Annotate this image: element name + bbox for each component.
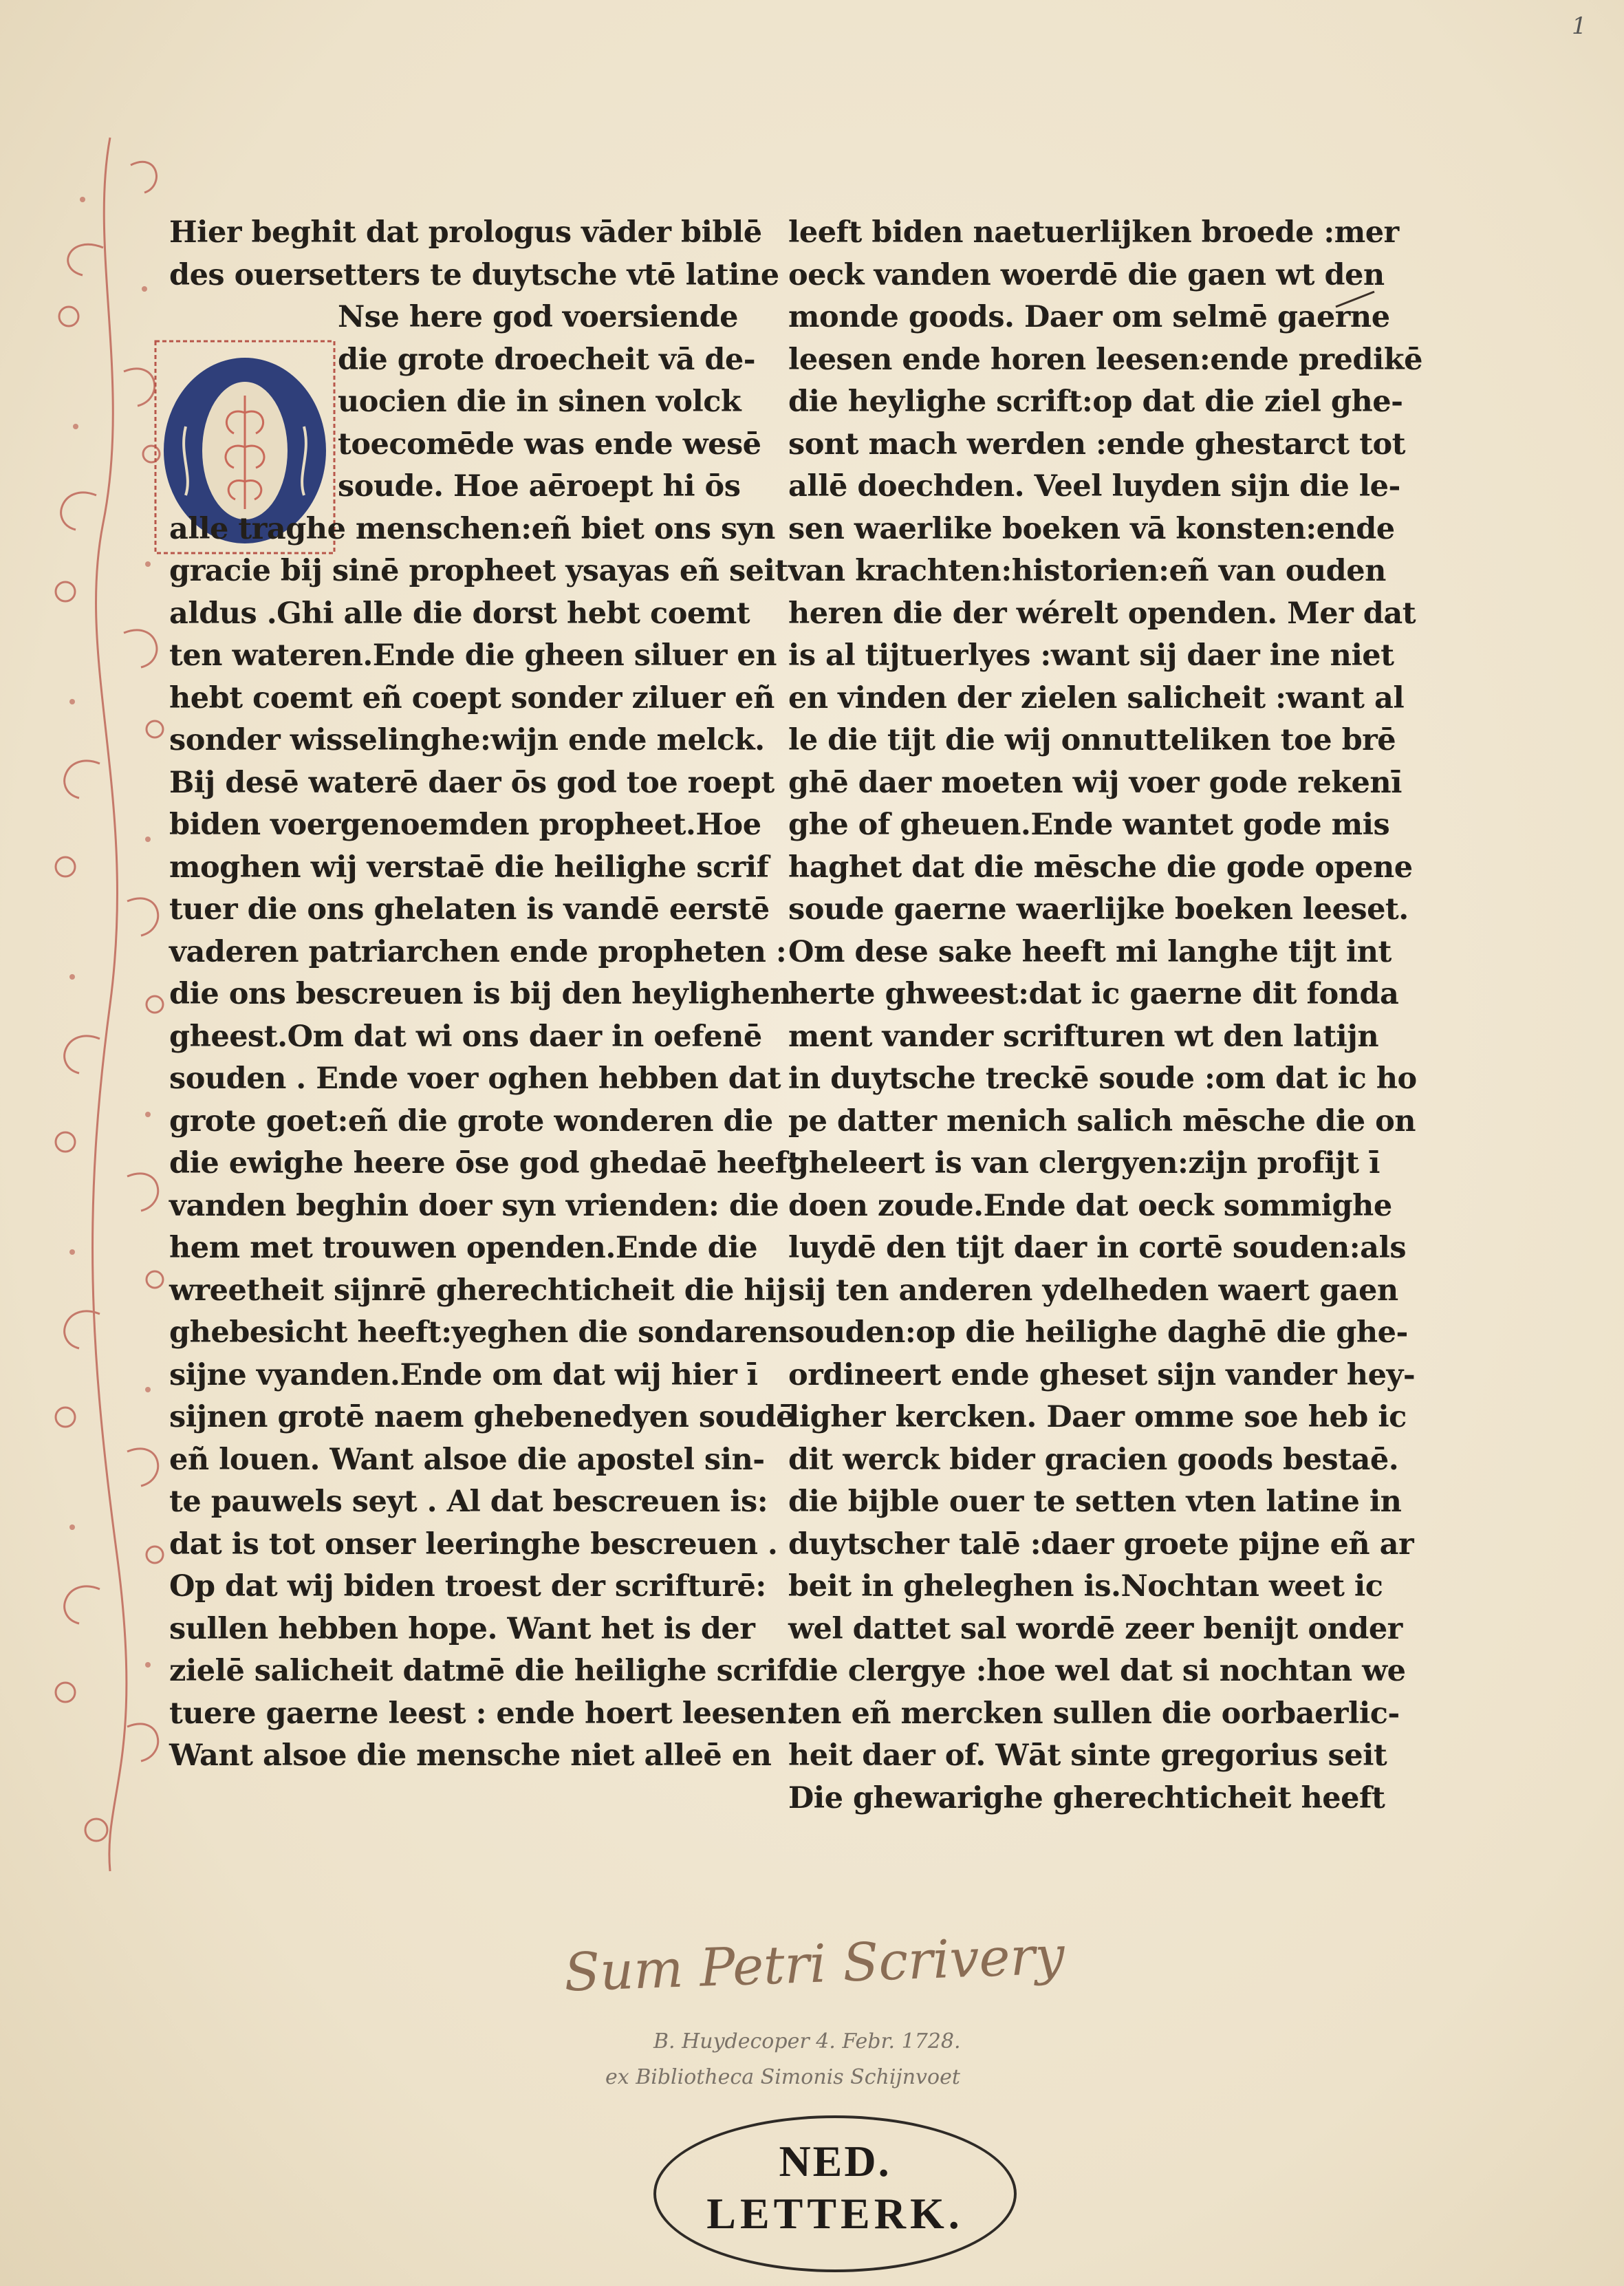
text-line: ten wateren.Ende die gheen siluer en bbox=[169, 638, 777, 673]
text-line: eñ louen. Want alsoe die apostel sin- bbox=[169, 1442, 765, 1477]
text-line: monde goods. Daer om selmē gaerne bbox=[788, 300, 1390, 334]
text-line: sonder wisselinghe:wijn ende melck. bbox=[169, 723, 765, 757]
text-line: ghebesicht heeft:yeghen die sondaren bbox=[169, 1315, 789, 1350]
text-line: souden:op die heilighe daghē die ghe- bbox=[788, 1315, 1408, 1350]
text-line: vaderen patriarchen ende propheten : bbox=[169, 934, 787, 969]
library-stamp bbox=[653, 2115, 1017, 2272]
stamp-line-2: LETTERK. bbox=[706, 2189, 964, 2238]
text-line: sijne vyanden.Ende om dat wij hier ī bbox=[169, 1357, 758, 1392]
text-line: heit daer of. Wāt sinte gregorius seit bbox=[788, 1738, 1387, 1773]
text-line: tuere gaerne leest : ende hoert leesen. bbox=[169, 1696, 797, 1731]
text-line: die bijble ouer te setten vten latine in bbox=[788, 1485, 1402, 1519]
provenance-note-line-1: B. Huydecoper 4. Febr. 1728. bbox=[653, 2029, 961, 2053]
text-line: ten eñ mercken sullen die oorbaerlic- bbox=[788, 1696, 1400, 1731]
text-line: le die tijt die wij onnutteliken toe brē bbox=[788, 723, 1396, 757]
text-line: beit in gheleghen is.Nochtan weet ic bbox=[788, 1569, 1383, 1604]
text-line: sullen hebben hope. Want het is der bbox=[169, 1611, 755, 1646]
text-line: sijnen grotē naem ghebenedyen soudē bbox=[169, 1400, 794, 1434]
text-line: soude. Hoe aēroept hi ōs bbox=[338, 469, 741, 504]
text-line: haghet dat die mēsche die gode opene bbox=[788, 850, 1413, 885]
text-line: Nse here god voersiende bbox=[338, 300, 738, 334]
folio-number: 1 bbox=[1572, 12, 1587, 40]
text-line: gheleert is van clergyen:zijn profijt ī bbox=[788, 1146, 1380, 1180]
provenance-note-line-2: ex Bibliotheca Simonis Schijnvoet bbox=[605, 2065, 960, 2089]
text-line: hebt coemt eñ coept sonder ziluer eñ bbox=[169, 680, 775, 715]
text-line: ordineert ende gheset sijn vander hey- bbox=[788, 1357, 1416, 1392]
text-line: is al tijtuerlyes :want sij daer ine niet bbox=[788, 638, 1394, 673]
text-line: zielē salicheit datmē die heilighe scrif bbox=[169, 1654, 789, 1688]
ownership-signature: Sum Petri Scrivery bbox=[563, 1924, 1066, 2003]
text-line: Die ghewarighe gherechticheit heeft bbox=[788, 1780, 1385, 1815]
text-line: tuer die ons ghelaten is vandē eerstē bbox=[169, 892, 770, 927]
text-line: toecomēde was ende wesē bbox=[338, 427, 761, 462]
text-line: Op dat wij biden troest der scrifturē: bbox=[169, 1569, 766, 1604]
stamp-line-1: NED. bbox=[779, 2137, 891, 2186]
text-line: Bij desē waterē daer ōs god toe roept bbox=[169, 765, 775, 800]
text-line: doen zoude.Ende dat oeck sommighe bbox=[788, 1188, 1392, 1223]
text-line: oeck vanden woerdē die gaen wt den bbox=[788, 257, 1385, 292]
text-line: allē doechden. Veel luyden sijn die le- bbox=[788, 469, 1400, 504]
text-line: moghen wij verstaē die heilighe scrif bbox=[169, 850, 769, 885]
text-line: leeft biden naetuerlijken broede :mer bbox=[788, 215, 1399, 250]
text-line: grote goet:eñ die grote wonderen die bbox=[169, 1103, 773, 1139]
text-line: die heylighe scrift:op dat die ziel ghe- bbox=[788, 385, 1403, 419]
text-line: Hier beghit dat prologus vāder biblē bbox=[169, 215, 762, 250]
text-line: in duytsche treckē soude :om dat ic ho bbox=[788, 1061, 1417, 1096]
text-line: gheest.Om dat wi ons daer in oefenē bbox=[169, 1019, 762, 1054]
text-line: die ons bescreuen is bij den heylighen bbox=[169, 977, 791, 1011]
text-line: sont mach werden :ende ghestarct tot bbox=[788, 427, 1406, 462]
text-line: alle traghe menschen:eñ biet ons syn bbox=[169, 511, 775, 546]
text-line: duytscher talē :daer groete pijne eñ ar bbox=[788, 1527, 1414, 1562]
text-line: die ewighe heere ōse god ghedaē heeft bbox=[169, 1146, 801, 1180]
text-line: die clergye :hoe wel dat si nochtan we bbox=[788, 1654, 1406, 1688]
text-line: en vinden der zielen salicheit :want al bbox=[788, 680, 1405, 715]
text-line: van krachten:historien:eñ van ouden bbox=[788, 554, 1386, 588]
text-line: sij ten anderen ydelheden waert gaen bbox=[788, 1273, 1398, 1308]
text-line: herte ghweest:dat ic gaerne dit fonda bbox=[788, 977, 1399, 1011]
text-column-right bbox=[788, 212, 1422, 1820]
text-line: die grote droecheit vā de- bbox=[338, 342, 756, 377]
text-line: aldus .Ghi alle die dorst hebt coemt bbox=[169, 596, 750, 631]
text-line: ligher kercken. Daer omme soe heb ic bbox=[788, 1400, 1407, 1434]
text-line: Om dese sake heeft mi langhe tijt int bbox=[788, 934, 1392, 969]
text-line: leesen ende horen leesen:ende predikē bbox=[788, 342, 1422, 377]
text-line: biden voergenoemden propheet.Hoe bbox=[169, 808, 761, 842]
text-line: heren die der wérelt openden. Mer dat bbox=[788, 596, 1416, 631]
text-line: ment vander scrifturen wt den latijn bbox=[788, 1019, 1379, 1054]
text-line: te pauwels seyt . Al dat bescreuen is: bbox=[169, 1485, 768, 1519]
text-line: sen waerlike boeken vā konsten:ende bbox=[788, 511, 1395, 546]
text-line: uocien die in sinen volck bbox=[338, 385, 741, 419]
text-line: wel dattet sal wordē zeer benijt onder bbox=[788, 1611, 1403, 1646]
text-column-left bbox=[169, 212, 801, 1778]
text-line: hem met trouwen openden.Ende die bbox=[169, 1231, 758, 1265]
text-line: dat is tot onser leeringhe bescreuen . bbox=[169, 1527, 778, 1562]
text-line: ghe of gheuen.Ende wantet gode mis bbox=[788, 808, 1390, 842]
text-line: pe datter menich salich mēsche die on bbox=[788, 1103, 1416, 1139]
text-line: gracie bij sinē propheet ysayas eñ seit bbox=[169, 554, 788, 588]
text-line: vanden beghin doer syn vrienden: die bbox=[169, 1188, 779, 1223]
text-line: des ouersetters te duytsche vtē latine bbox=[169, 257, 779, 292]
text-line: soude gaerne waerlijke boeken leeset. bbox=[788, 892, 1409, 927]
text-line: luydē den tijt daer in cortē souden:als bbox=[788, 1231, 1407, 1265]
text-line: dit werck bider gracien goods bestaē. bbox=[788, 1442, 1399, 1477]
text-line: wreetheit sijnrē gherechticheit die hij bbox=[169, 1273, 787, 1308]
text-line: souden . Ende voer oghen hebben dat bbox=[169, 1061, 781, 1096]
text-line: ghē daer moeten wij voer gode rekenī bbox=[788, 765, 1402, 800]
text-line: Want alsoe die mensche niet alleē en bbox=[169, 1738, 772, 1773]
